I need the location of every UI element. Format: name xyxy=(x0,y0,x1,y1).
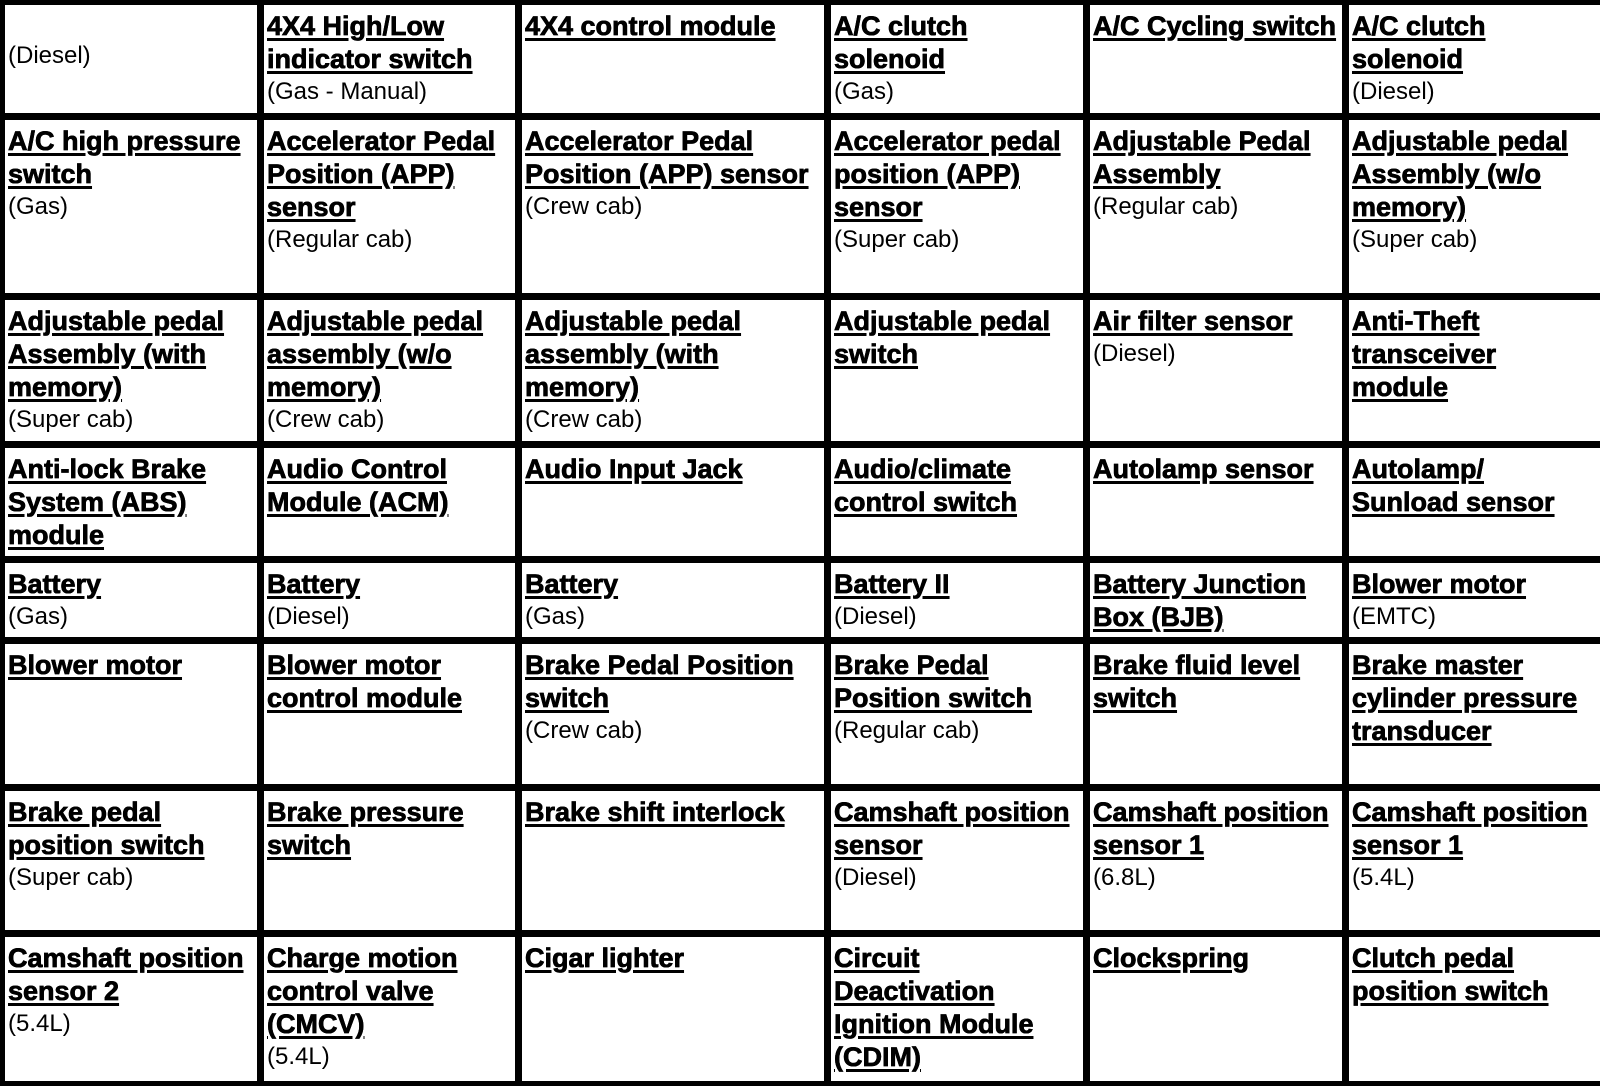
component-link[interactable]: Battery II xyxy=(834,569,950,600)
table-cell xyxy=(829,298,1085,443)
component-link[interactable]: A/C Cycling switch xyxy=(1093,11,1337,41)
component-link[interactable]: 4X4 High/Low indicator switch xyxy=(267,11,473,74)
component-link[interactable]: A/C high pressure switch xyxy=(8,126,241,190)
component-note: (Gas) xyxy=(525,603,585,631)
table-row xyxy=(3,935,1600,1083)
component-link[interactable]: Battery xyxy=(8,569,102,600)
component-link[interactable]: Blower motor control module xyxy=(267,650,462,714)
component-link[interactable]: Battery xyxy=(267,569,361,600)
component-note: (6.8L) xyxy=(1093,863,1156,891)
table-cell xyxy=(3,789,259,933)
component-note: (5.4L) xyxy=(267,1043,330,1071)
component-link[interactable]: Battery xyxy=(525,569,619,600)
table-cell xyxy=(829,789,1085,933)
table-cell xyxy=(829,3,1085,115)
component-link[interactable]: A/C clutch solenoid xyxy=(1352,11,1486,74)
table-cell xyxy=(829,118,1085,295)
table-cell xyxy=(1347,118,1600,295)
table-cell xyxy=(829,935,1085,1083)
component-link[interactable]: Adjustable pedal assembly (w/o memory) xyxy=(267,306,484,403)
table-cell xyxy=(3,298,259,443)
component-link[interactable]: Brake Pedal Position switch xyxy=(525,650,794,714)
table-cell xyxy=(520,298,826,443)
component-note: (Super cab) xyxy=(1352,226,1478,254)
table-row xyxy=(3,3,1600,115)
table-cell xyxy=(3,3,259,115)
table-cell xyxy=(3,642,259,786)
component-note: (Super cab) xyxy=(8,863,134,891)
component-note: (Regular cab) xyxy=(1093,193,1239,221)
component-note: (Diesel) xyxy=(834,863,917,891)
component-link[interactable]: Cigar lighter xyxy=(525,943,685,974)
component-link[interactable]: Camshaft position sensor xyxy=(834,796,1070,860)
table-cell xyxy=(1347,642,1600,786)
component-link[interactable]: A/C clutch solenoid xyxy=(834,11,968,74)
table-cell xyxy=(1088,446,1344,558)
component-link[interactable]: Brake pressure switch xyxy=(267,796,464,860)
component-link[interactable]: Camshaft position sensor 1 xyxy=(1352,796,1588,860)
table-cell xyxy=(1088,298,1344,443)
component-link[interactable]: Brake master cylinder pressure transducer xyxy=(1352,650,1578,747)
table-cell xyxy=(1347,935,1600,1083)
table-cell xyxy=(262,789,517,933)
component-link[interactable]: Adjustable Pedal Assembly xyxy=(1093,126,1311,190)
component-link[interactable]: Brake fluid level switch xyxy=(1093,650,1301,714)
component-link[interactable]: Clutch pedal position switch xyxy=(1352,943,1549,1007)
component-link[interactable]: Brake Pedal Position switch xyxy=(834,650,1033,714)
table-cell xyxy=(520,3,826,115)
component-link[interactable]: Brake shift interlock xyxy=(525,796,785,827)
component-link[interactable]: Audio/climate control switch xyxy=(834,453,1018,517)
table-cell xyxy=(520,446,826,558)
table-row xyxy=(3,118,1600,295)
component-link[interactable]: Accelerator Pedal Position (APP) sensor xyxy=(525,126,809,190)
table-cell xyxy=(1088,561,1344,639)
component-link[interactable]: Adjustable pedal Assembly (with memory) xyxy=(8,306,225,403)
component-note: (Diesel) xyxy=(1093,340,1176,368)
component-link[interactable]: Camshaft position sensor 1 xyxy=(1093,796,1329,860)
component-note: (Crew cab) xyxy=(267,406,385,434)
table-cell xyxy=(3,935,259,1083)
component-link[interactable]: Brake pedal position switch xyxy=(8,796,205,860)
table-cell xyxy=(3,118,259,295)
table-cell xyxy=(262,561,517,639)
component-note: (Regular cab) xyxy=(267,226,413,254)
table-cell xyxy=(262,642,517,786)
component-link[interactable]: Camshaft position sensor 2 xyxy=(8,943,244,1007)
component-note: (Super cab) xyxy=(8,406,134,434)
table-cell xyxy=(1347,298,1600,443)
component-link[interactable]: Blower motor xyxy=(1352,569,1527,600)
component-note: (Gas) xyxy=(8,193,68,221)
table-row xyxy=(3,789,1600,933)
component-link[interactable]: Accelerator Pedal Position (APP) sensor xyxy=(267,126,496,223)
table-cell xyxy=(262,446,517,558)
table-cell xyxy=(1088,935,1344,1083)
component-note: (Gas - Manual) xyxy=(267,78,428,105)
component-note: (Super cab) xyxy=(834,226,960,254)
component-link[interactable]: Charge motion control valve (CMCV) xyxy=(267,943,458,1040)
table-cell xyxy=(262,935,517,1083)
component-link[interactable]: Anti-lock Brake System (ABS) module xyxy=(8,453,207,550)
table-cell xyxy=(829,446,1085,558)
component-link[interactable]: Battery Junction Box (BJB) xyxy=(1093,569,1307,633)
component-link[interactable]: Audio Control Module (ACM) xyxy=(267,453,449,517)
table-cell xyxy=(829,642,1085,786)
table-cell xyxy=(520,789,826,933)
component-link[interactable]: Clockspring xyxy=(1093,943,1250,974)
component-note: (Regular cab) xyxy=(834,717,980,745)
table-cell xyxy=(520,561,826,639)
table-cell xyxy=(262,118,517,295)
table-cell xyxy=(1088,118,1344,295)
table-row xyxy=(3,298,1600,443)
component-note: (Gas) xyxy=(8,603,68,631)
table-cell xyxy=(829,561,1085,639)
component-link[interactable]: Adjustable pedal switch xyxy=(834,306,1051,370)
component-link[interactable]: Autolamp/ Sunload sensor xyxy=(1352,453,1555,517)
table-cell xyxy=(1088,789,1344,933)
component-link[interactable]: Blower motor xyxy=(8,650,183,681)
table-cell xyxy=(3,446,259,558)
component-link[interactable]: Audio Input Jack xyxy=(525,453,743,484)
component-note: (5.4L) xyxy=(1352,863,1415,891)
component-link[interactable]: 4X4 control module xyxy=(525,11,776,41)
component-note: (EMTC) xyxy=(1352,603,1436,631)
table-cell xyxy=(3,561,259,639)
component-note: (Crew cab) xyxy=(525,193,643,221)
component-link[interactable]: Autolamp sensor xyxy=(1093,453,1314,484)
component-note: (Diesel) xyxy=(267,603,350,631)
table-row xyxy=(3,561,1600,639)
table-row xyxy=(3,446,1600,558)
table-row xyxy=(3,642,1600,786)
component-note: (Diesel) xyxy=(8,42,91,69)
component-link[interactable]: Air filter sensor xyxy=(1093,306,1293,337)
table-cell xyxy=(262,298,517,443)
component-note: (Crew cab) xyxy=(525,406,643,434)
component-note: (5.4L) xyxy=(8,1010,71,1038)
table-cell xyxy=(262,3,517,115)
table-cell xyxy=(1088,642,1344,786)
component-location-table-body xyxy=(3,3,1600,1083)
table-cell xyxy=(520,642,826,786)
component-link[interactable]: Anti-Theft transceiver module xyxy=(1352,306,1497,403)
table-cell xyxy=(520,118,826,295)
component-note: (Diesel) xyxy=(1352,78,1435,105)
table-cell xyxy=(1347,3,1600,115)
component-note: (Crew cab) xyxy=(525,717,643,745)
table-cell xyxy=(1347,789,1600,933)
component-note: (Diesel) xyxy=(834,603,917,631)
table-cell xyxy=(1088,3,1344,115)
component-link[interactable]: Adjustable pedal Assembly (w/o memory) xyxy=(1352,126,1569,223)
component-note: (Gas) xyxy=(834,78,894,105)
table-cell xyxy=(1347,561,1600,639)
table-cell xyxy=(520,935,826,1083)
component-link[interactable]: Adjustable pedal assembly (with memory) xyxy=(525,306,742,403)
component-link[interactable]: Circuit Deactivation Ignition Module (CDIM) xyxy=(834,943,1034,1073)
component-link[interactable]: Accelerator pedal position (APP) sensor xyxy=(834,126,1061,223)
table-cell xyxy=(1347,446,1600,558)
